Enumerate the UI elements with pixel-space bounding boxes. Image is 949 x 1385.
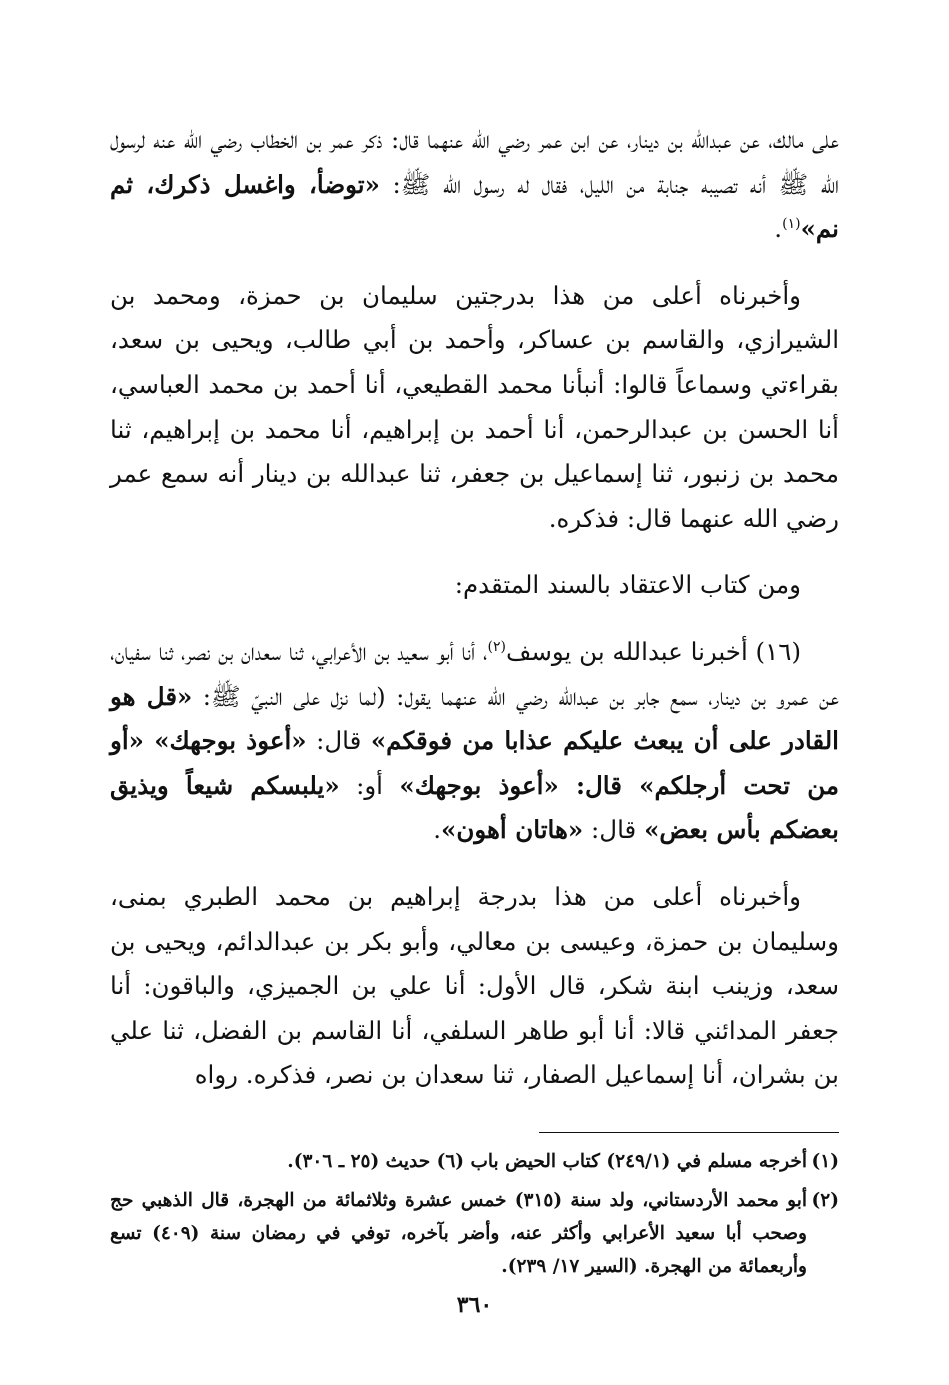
page-number: ٣٦٠: [456, 1292, 493, 1318]
text-run: (١٦) أخبرنا عبدالله بن يوسف: [506, 636, 801, 666]
footnote-number: (١): [811, 1150, 839, 1172]
hadith-quote: «هاتان أهون»: [441, 815, 584, 845]
quran-quote: «أعوذ بوجهك» «أو من تحت أرجلكم» قال: «أعوذ بوجهك»: [110, 726, 840, 800]
footnote-text: أخرجه مسلم في (٢٤٩/١) كتاب الحيض باب (٦) حديث (٢٥ ـ ٣٠٦).: [287, 1150, 807, 1172]
text-run: .: [433, 815, 442, 845]
section-heading-line: ومن كتاب الاعتقاد بالسند المتقدم:: [454, 570, 801, 600]
quran-quote: «قل هو القادر على أن يبعث عليكم عذابا من فوقكم»: [110, 681, 839, 756]
text-run: ، أنا أبو سعيد بن الأعرابي، ثنا سعدان بن نصر، ثنا سفيان، عن عمرو بن دينار، سمع جابر بن عبدالله رضي الله عنهما يقول: (لما نزل على النبيّ ﷺ:: [110, 636, 839, 711]
quran-quote: «يلبسكم شيعاً ويذيق بعضكم بأس بعض»: [110, 770, 839, 845]
footnote-number: (٢): [811, 1189, 839, 1211]
footnote-divider: [539, 1132, 839, 1133]
footnote-text: أبو محمد الأردستاني، ولد سنة (٣١٥) خمس عشرة وثلاثمائة من الهجرة، قال الذهبي حج وصحب أبا سعيد الأعرابي وأكثر عنه، وأضر بآخره، توفي في رمضان سنة (٤٠٩) تسع وأربعمائة من الهجرة. (السير ١٧/ ٢٣٩).: [110, 1189, 808, 1277]
footnote-2: [110, 1184, 839, 1283]
text-run: قال:: [583, 815, 645, 845]
text-run: .: [774, 214, 783, 244]
paragraph-1: [110, 118, 839, 252]
footnote-ref-2: (٢): [487, 638, 507, 655]
footnote-1: [110, 1145, 839, 1178]
text-run: على مالك، عن عبدالله بن دينار، عن ابن عمر رضي الله عنهما قال: ذكر عمر بن الخطاب رضي الله عنه لرسول الله ﷺ أنه تصيبه جنابة من الليل، فقال له رسول الله ﷺ:: [110, 125, 839, 199]
text-run: أو:: [339, 770, 400, 800]
paragraph-5: وأخبرناه أعلى من هذا بدرجة إبراهيم بن محمد الطبري بمنى، وسليمان بن حمزة، وعيسى بن معالي، وأبو بكر بن عبدالدائم، ويحيى بن سعد، وزينب ابنة شكر، قال الأول: أنا علي بن الجميزي، والباقون: أنا جعفر المدائني قالا: أنا أبو طاهر السلفي، أنا القاسم بن الفضل، ثنا علي بن بشران، أنا إسماعيل الصفار، ثنا سعدان بن نصر، فذكره. رواه: [110, 881, 839, 1090]
paragraph-hadith-16: [110, 630, 839, 853]
paragraph-2: وأخبرناه أعلى من هذا بدرجتين سليمان بن حمزة، ومحمد بن الشيرازي، والقاسم بن عساكر، وأحمد بن أبي طالب، ويحيى بن سعد، بقراءتي وسماعاً قالوا: أنبأنا محمد القطيعي، أنا أحمد بن محمد العباسي، أنا الحسن بن عبدالرحمن، أنا أحمد بن إبراهيم، أنا محمد بن إبراهيم، ثنا محمد بن زنبور، ثنا إسماعيل بن جعفر، ثنا عبدالله بن دينار أنه سمع عمر رضي الله عنهما قال: فذكره.: [110, 280, 839, 533]
hadith-quote: «توضأ، واغسل ذكرك، ثم نم»: [110, 169, 839, 244]
footnote-ref-1: (١): [782, 216, 801, 233]
text-run: قال:: [306, 726, 371, 756]
